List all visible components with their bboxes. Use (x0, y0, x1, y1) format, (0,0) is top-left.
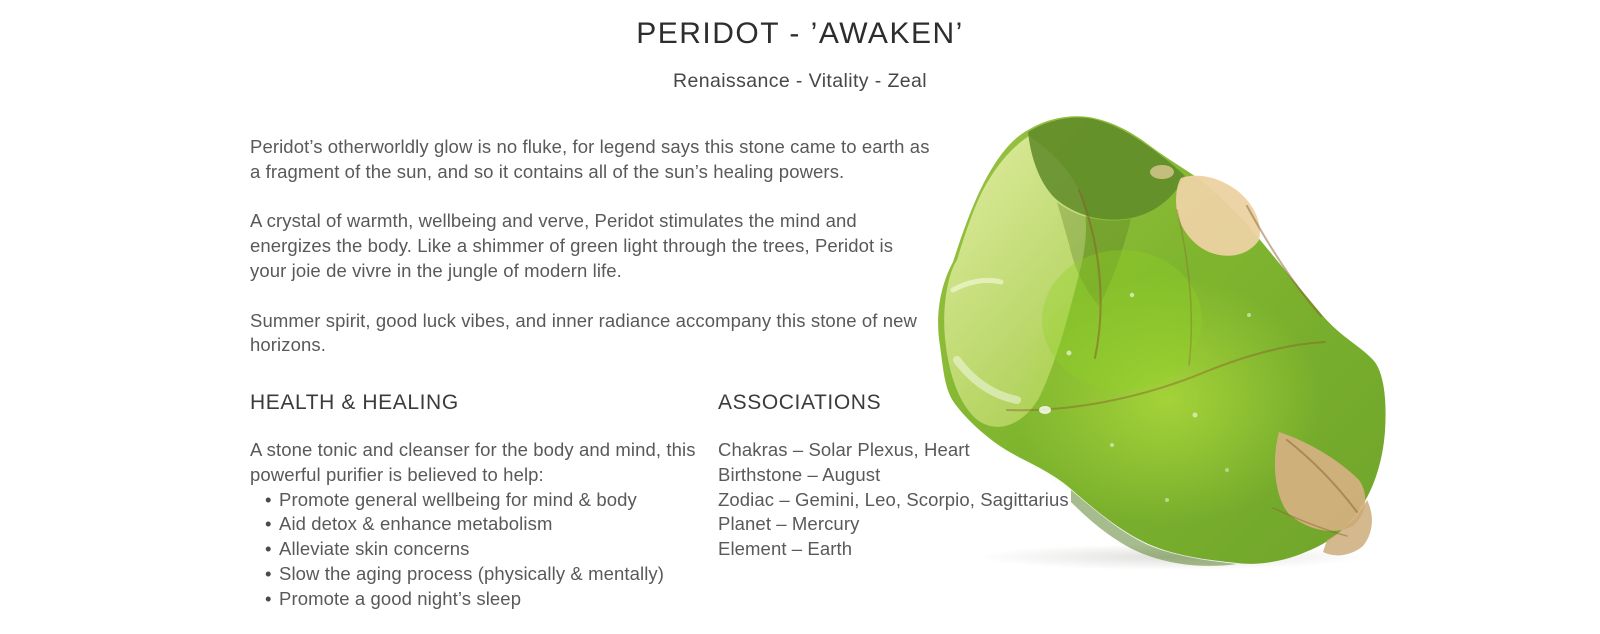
association-zodiac: Zodiac – Gemini, Leo, Scorpio, Sagittarius (718, 488, 1069, 510)
peridot-crystal-svg (927, 110, 1387, 570)
association-birthstone: Birthstone – August (718, 463, 881, 485)
association-chakras: Chakras – Solar Plexus, Heart (718, 439, 970, 460)
associations-heading: ASSOCIATIONS (718, 391, 882, 414)
peridot-crystal-image (927, 110, 1387, 570)
intro-paragraph-3: Summer spirit, good luck vibes, and inner radiance accompany this stone of new horizons. (250, 309, 917, 356)
health-healing-heading: HEALTH & HEALING (250, 391, 459, 414)
list-item: • Promote a good night’s sleep (250, 587, 755, 612)
intro-paragraph-1: Peridot’s otherworldly glow is no fluke, for legend says this stone came to earth as a fragment of the sun, and so it contains all of the sun’s healing powers. (250, 136, 930, 182)
list-item: • Aid detox & enhance metabolism (250, 512, 755, 537)
health-healing-intro: A stone tonic and cleanser for the body and mind, this powerful purifier is believed to help: (250, 439, 696, 485)
page-title: PERIDOT - ’AWAKEN’ (636, 17, 964, 50)
intro-paragraphs (250, 135, 930, 383)
list-item: • Promote general wellbeing for mind & body (250, 488, 755, 513)
list-item: • Slow the aging process (physically & mentally) (250, 562, 755, 587)
crystal-bright-spot (1042, 250, 1202, 390)
list-item: • Alleviate skin concerns (250, 537, 755, 562)
association-element: Element – Earth (718, 538, 853, 560)
page-subtitle: Renaissance - Vitality - Zeal (672, 70, 927, 92)
intro-paragraph-2: A crystal of warmth, wellbeing and verve, Peridot stimulates the mind and energizes the body. Like a shimmer of green light through the trees, Peridot is your joie de vivre in the jungle of modern life. (250, 210, 894, 281)
crystal-tan-fleck (1150, 165, 1174, 179)
association-planet: Planet – Mercury (718, 513, 860, 535)
health-benefits-list (250, 488, 755, 612)
health-healing-section (250, 390, 755, 612)
